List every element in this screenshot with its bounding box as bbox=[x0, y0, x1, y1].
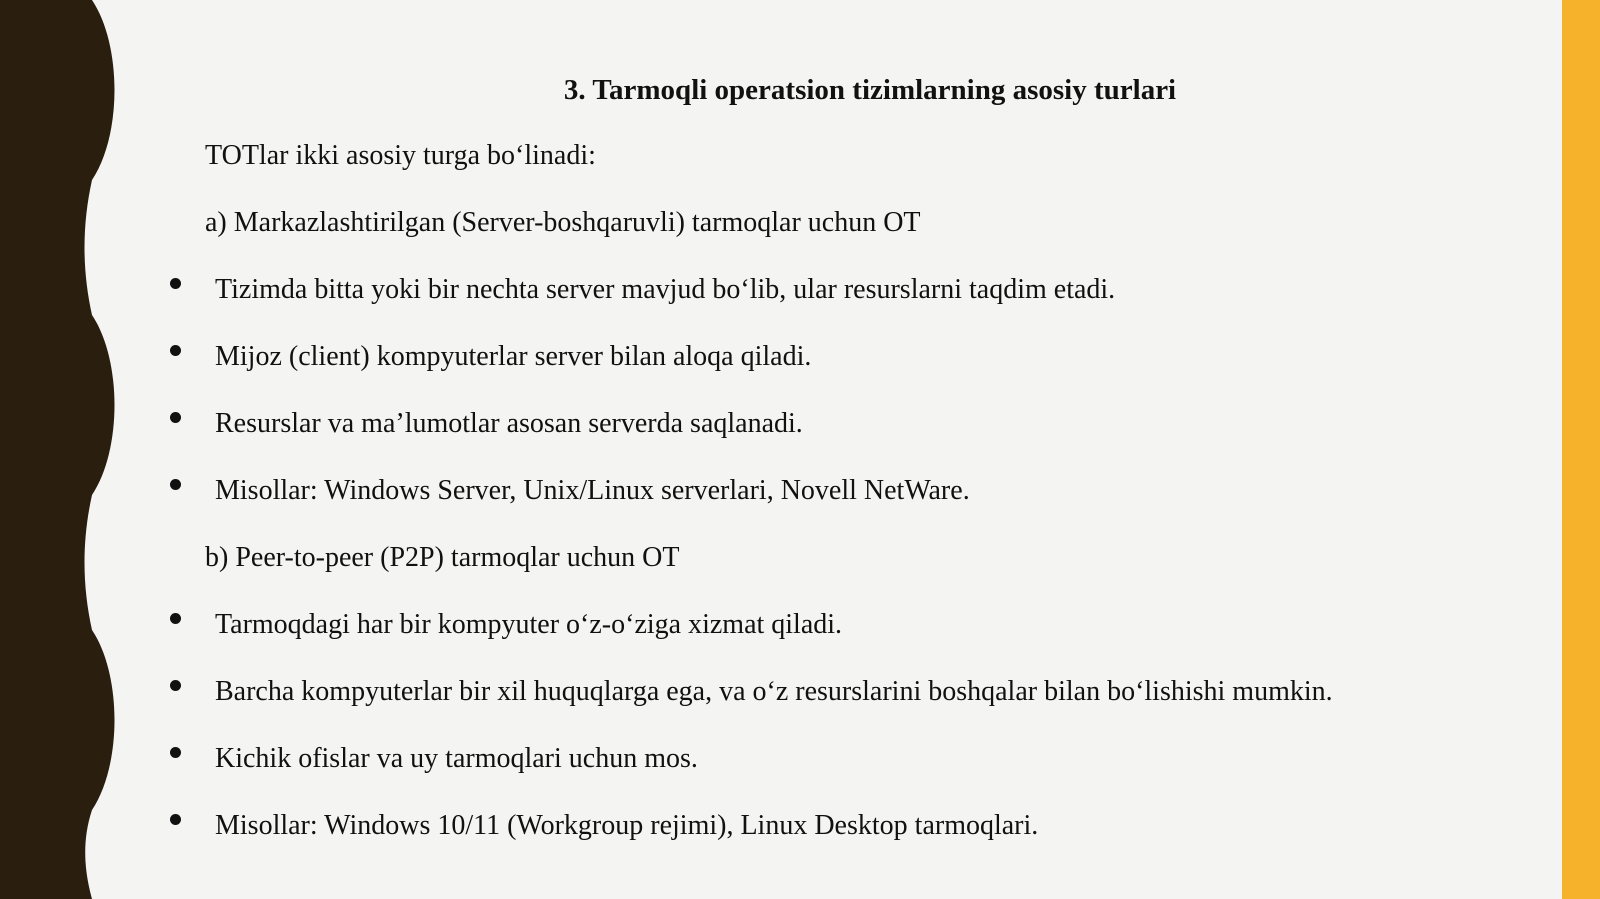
bullet-dot-icon bbox=[170, 479, 181, 490]
bullet-text: Barcha kompyuterlar bir xil huquqlarga ega, va o‘z resurslarini boshqalar bilan bo‘lishishi mumkin. bbox=[215, 676, 1333, 707]
wavy-left-border bbox=[0, 0, 125, 899]
section-b-heading: b) Peer-to-peer (P2P) tarmoqlar uchun OT bbox=[205, 542, 680, 573]
bullet-text: Tarmoqdagi har bir kompyuter o‘z-o‘ziga xizmat qiladi. bbox=[215, 609, 843, 640]
bullet-dot-icon bbox=[170, 814, 181, 825]
bullet-dot-icon bbox=[170, 278, 181, 289]
slide-title: 3. Tarmoqli operatsion tizimlarning asosiy turlari bbox=[563, 74, 1177, 106]
bullet-dot-icon bbox=[170, 680, 181, 691]
bullet-text: Resurslar va ma’lumotlar asosan serverda saqlanadi. bbox=[215, 408, 803, 439]
bullet-text: Mijoz (client) kompyuterlar server bilan aloqa qiladi. bbox=[215, 341, 812, 372]
bullet-dot-icon bbox=[170, 345, 181, 356]
bullet-dot-icon bbox=[170, 412, 181, 423]
bullet-text: Kichik ofislar va uy tarmoqlari uchun mos. bbox=[215, 743, 698, 774]
bullet-dot-icon bbox=[170, 613, 181, 624]
right-accent-bar bbox=[1562, 0, 1600, 899]
bullet-dot-icon bbox=[170, 747, 181, 758]
intro-text: TOTlar ikki asosiy turga bo‘linadi: bbox=[205, 140, 596, 171]
bullet-text: Tizimda bitta yoki bir nechta server mavjud bo‘lib, ular resurslarni taqdim etadi. bbox=[215, 274, 1116, 305]
bullet-text: Misollar: Windows 10/11 (Workgroup rejimi), Linux Desktop tarmoqlari. bbox=[215, 810, 1039, 841]
bullet-text: Misollar: Windows Server, Unix/Linux serverlari, Novell NetWare. bbox=[215, 475, 970, 506]
section-a-heading: a) Markazlashtirilgan (Server-boshqaruvli) tarmoqlar uchun OT bbox=[205, 207, 921, 238]
